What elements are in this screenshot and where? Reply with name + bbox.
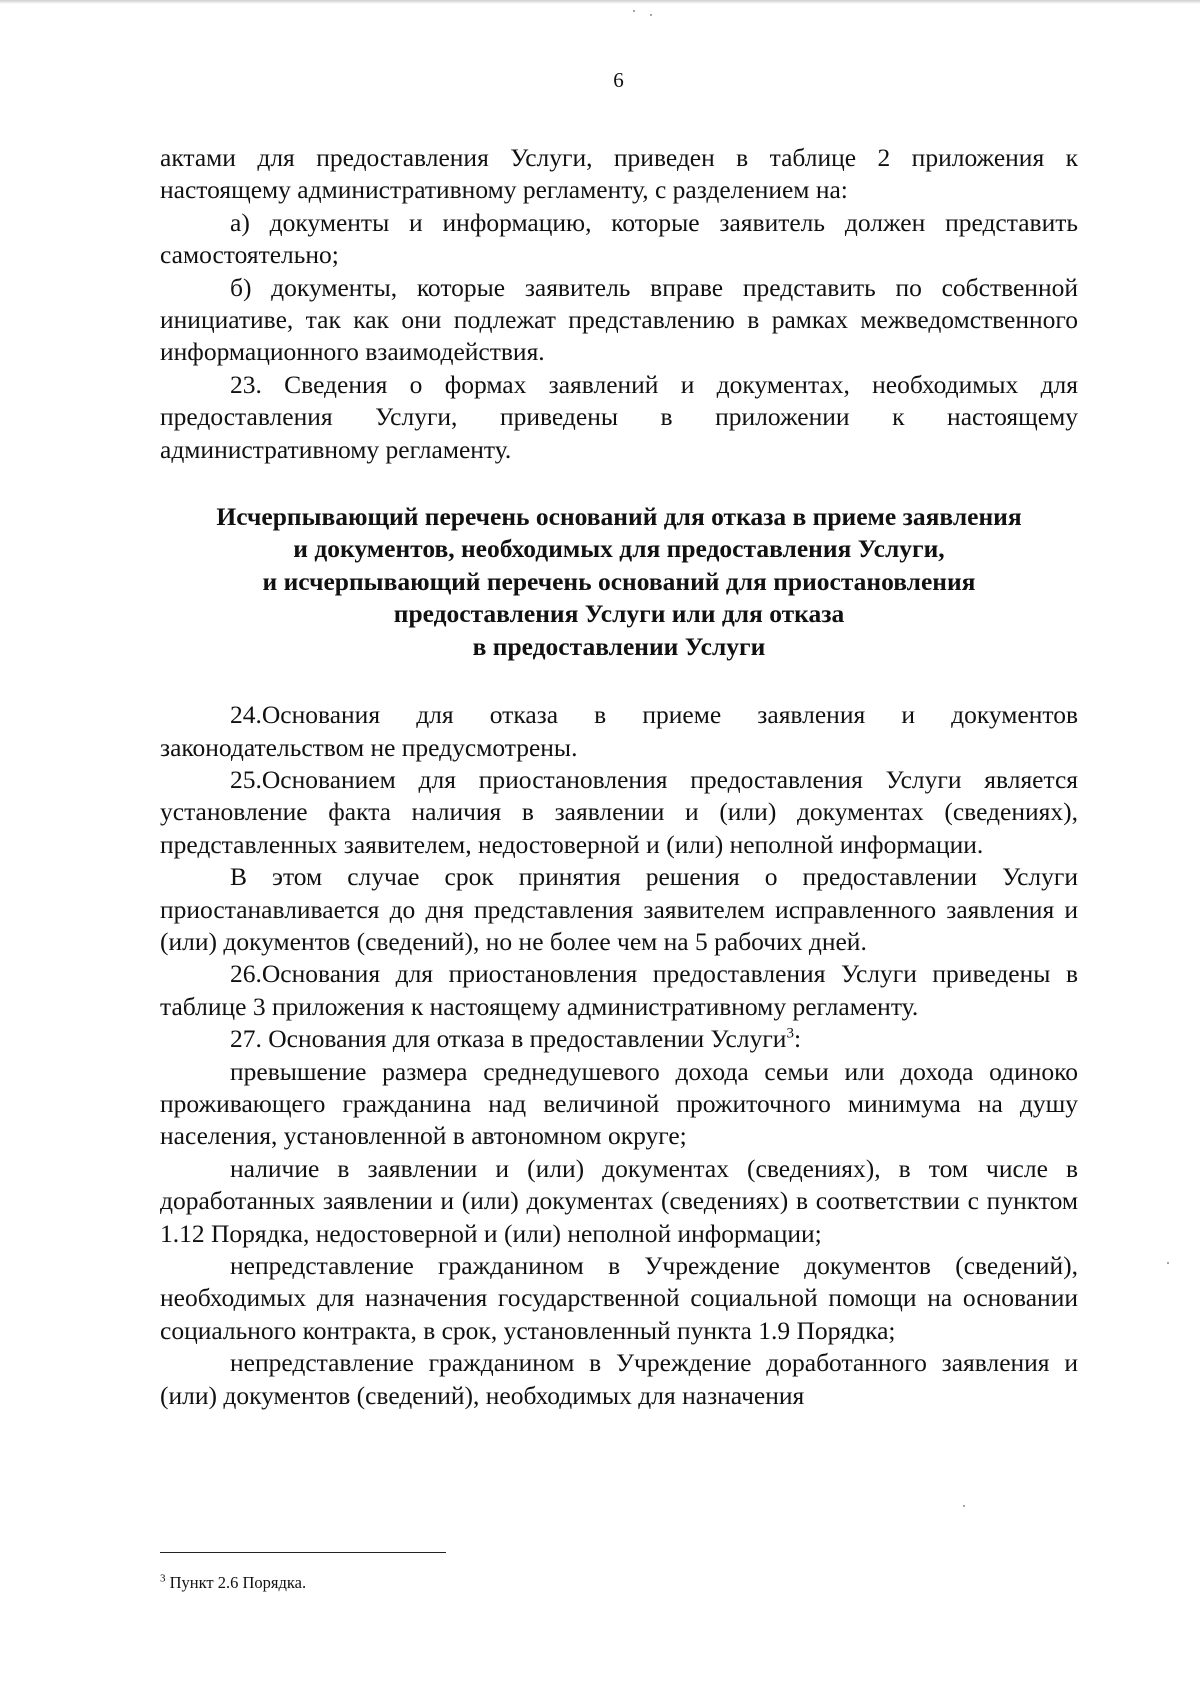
- scan-speck: [1167, 1262, 1169, 1264]
- heading-line: и документов, необходимых для предоставления Услуги,: [293, 534, 945, 564]
- paragraph-text: превышение размера среднедушевого дохода семьи или дохода одиноко проживающего гражданина над величиной прожиточного минимума на душу населения, установленной в автономном округе;: [160, 1056, 1078, 1151]
- paragraph: [160, 272, 1078, 369]
- bottom-paragraphs: [160, 699, 1078, 1412]
- paragraph: [160, 764, 1078, 861]
- heading-line: и исчерпывающий перечень оснований для приостановления: [262, 566, 976, 596]
- page-number: 6: [613, 68, 624, 92]
- paragraph-text: наличие в заявлении и (или) документах (сведениях), в том числе в доработанных заявлении и (или) документах (сведениях) в соответствии с пунктом 1.12 Порядка, недостоверной и (или) неполной информации;: [160, 1153, 1078, 1248]
- section-heading: [160, 501, 1078, 663]
- paragraph: [160, 1250, 1078, 1347]
- paragraph: [160, 1056, 1078, 1153]
- document-body: [160, 142, 1078, 1412]
- scan-speck: [650, 14, 652, 16]
- heading-line: Исчерпывающий перечень оснований для отказа в приеме заявления: [216, 502, 1022, 532]
- paragraph-text: непредставление гражданином в Учреждение документов (сведений), необходимых для назначения государственной социальной помощи на основании социального контракта, в срок, установленный пункта 1.9 Порядка;: [160, 1251, 1078, 1345]
- paragraph-text: а) документы и информацию, которые заявитель должен представить самостоятельно;: [160, 207, 1078, 270]
- paragraph: [160, 142, 1078, 207]
- paragraph-text: 26.Основания для приостановления предоставления Услуги приведены в таблице 3 приложения к настоящему административному регламенту.: [160, 959, 1078, 1021]
- heading-line: предоставления Услуги или для отказа: [393, 599, 845, 629]
- paragraph-text: 25.Основанием для приостановления предоставления Услуги является установление факта наличия в заявлении и (или) документах (сведениях), представленных заявителем, недостоверной и (или) неполной информации.: [160, 764, 1078, 859]
- heading-line: в предоставлении Услуги: [472, 631, 766, 661]
- paragraph: [160, 207, 1078, 272]
- paragraph-text: непредставление гражданином в Учреждение доработанного заявления и (или) документов (сведений), необходимых для назначения: [160, 1348, 1078, 1410]
- paragraph: [160, 1347, 1078, 1412]
- footnote-separator: [160, 1552, 446, 1553]
- footnote: [160, 1572, 306, 1594]
- scan-top-edge: [0, 0, 1200, 4]
- paragraph: [160, 861, 1078, 958]
- paragraph-text: 27. Основания для отказа в предоставлении Услуги: [230, 1024, 787, 1054]
- paragraph: [160, 699, 1078, 764]
- paragraph: [160, 1023, 1078, 1055]
- scan-speck: [633, 10, 635, 12]
- footnote-reference: 3: [786, 1025, 794, 1042]
- footnote-text: Пункт 2.6 Порядка.: [165, 1573, 307, 1592]
- paragraph: [160, 1153, 1078, 1250]
- paragraph-text: актами для предоставления Услуги, приведен в таблице 2 приложения к настоящему административному регламенту, с разделением на:: [160, 143, 1078, 205]
- paragraph-text: В этом случае срок принятия решения о предоставлении Услуги приостанавливается до дня представления заявителем исправленного заявления и (или) документов (сведений), но не более чем на 5 рабочих дней.: [160, 862, 1078, 956]
- top-paragraphs: [160, 142, 1078, 466]
- scan-speck: [963, 1505, 965, 1507]
- paragraph-suffix: :: [793, 1024, 802, 1054]
- paragraph: [160, 369, 1078, 466]
- paragraph: [160, 958, 1078, 1023]
- paragraph-text: б) документы, которые заявитель вправе представить по собственной инициативе, так как они подлежат представлению в рамках межведомственного информационного взаимодействия.: [160, 272, 1078, 367]
- footnote-marker: 3: [160, 1572, 166, 1585]
- paragraph-text: 24.Основания для отказа в приеме заявления и документов законодательством не предусмотрены.: [160, 700, 1078, 762]
- paragraph-text: 23. Сведения о формах заявлений и документах, необходимых для предоставления Услуги, приведены в приложении к настоящему административному регламенту.: [160, 369, 1078, 464]
